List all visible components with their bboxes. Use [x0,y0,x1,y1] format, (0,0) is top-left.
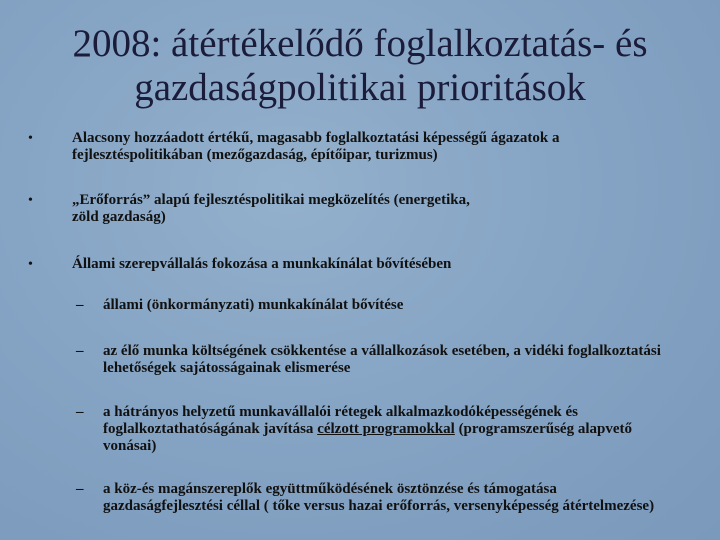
bullet-item [28,192,492,226]
bullet-text: Állami szerepvállalás fokozása a munkakínálat bővítésében [72,256,452,272]
dash-icon: – [76,481,84,497]
bullet-item [28,130,672,164]
sub-bullet-text: állami (önkormányzati) munkakínálat bővítése [103,297,404,313]
sub-bullet-text: az élő munka költségének csökkentése a vállalkozások esetében, a vidéki foglalkoztatási lehetőségek sajátosságainak elismerése [103,343,661,376]
sub-bullet-item [76,404,678,455]
sub-bullet-text: a hátrányos helyzetű munkavállalói rétegek alkalmazkodóképességének és foglalkoztathatóságának javítása célzott programokkal (programszerűség alapvető vonásai) [103,404,632,454]
bullet-icon: • [28,193,33,208]
bullet-text: „Erőforrás” alapú fejlesztéspolitikai megközelítés (energetika, zöld gazdaság) [72,192,470,225]
bullet-text: Alacsony hozzáadott értékű, magasabb foglalkoztatási képességű ágazatok a fejlesztéspolitikában (mezőgazdaság, építőipar, turizmus) [72,130,560,163]
underlined-phrase: célzott programokkal [317,421,455,437]
sub-bullet-item [76,481,663,515]
sub-bullet-item [76,343,678,377]
sub-bullet-item [76,297,683,314]
dash-icon: – [76,297,84,313]
bullet-icon: • [28,131,33,146]
sub-bullet-text: a köz-és magánszereplők együttműködésének ösztönzése és támogatása gazdaságfejlesztési céllal ( tőke versus hazai erőforrás, versenyképesség átértelmezése) [103,481,655,514]
bullet-icon: • [28,257,33,272]
dash-icon: – [76,343,84,359]
dash-icon: – [76,404,84,420]
bullet-item [28,256,672,273]
slide-title: 2008: átértékelődő foglalkoztatás- és gazdaságpolitikai prioritások [72,22,648,109]
